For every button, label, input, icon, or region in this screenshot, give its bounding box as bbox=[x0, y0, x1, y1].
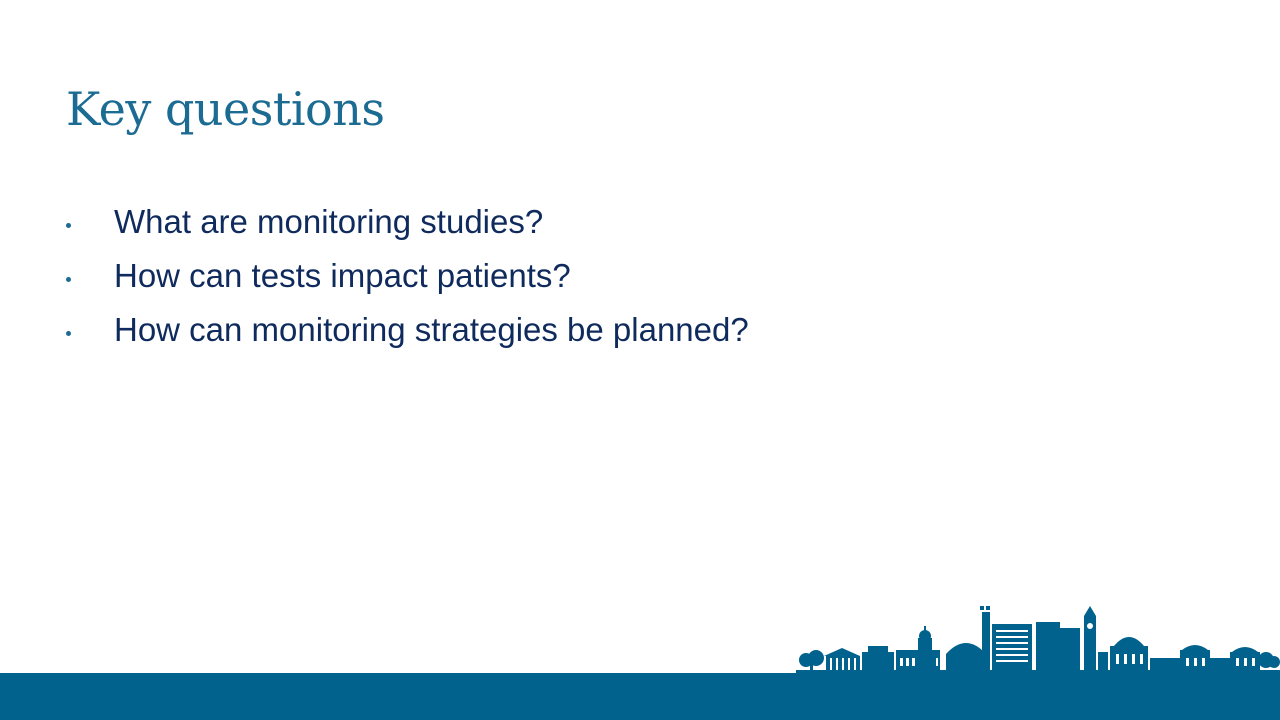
bullet-text: What are monitoring studies? bbox=[114, 203, 544, 240]
bullet-text: How can tests impact patients? bbox=[114, 257, 571, 294]
bullet-dot-icon bbox=[66, 331, 71, 336]
bullet-dot-icon bbox=[66, 223, 71, 228]
city-skyline-icon bbox=[796, 602, 1280, 674]
bullet-text: How can monitoring strategies be planned? bbox=[114, 311, 749, 348]
bullet-dot-icon bbox=[66, 277, 71, 282]
footer-band bbox=[0, 673, 1280, 720]
slide-title: Key questions bbox=[66, 82, 385, 136]
